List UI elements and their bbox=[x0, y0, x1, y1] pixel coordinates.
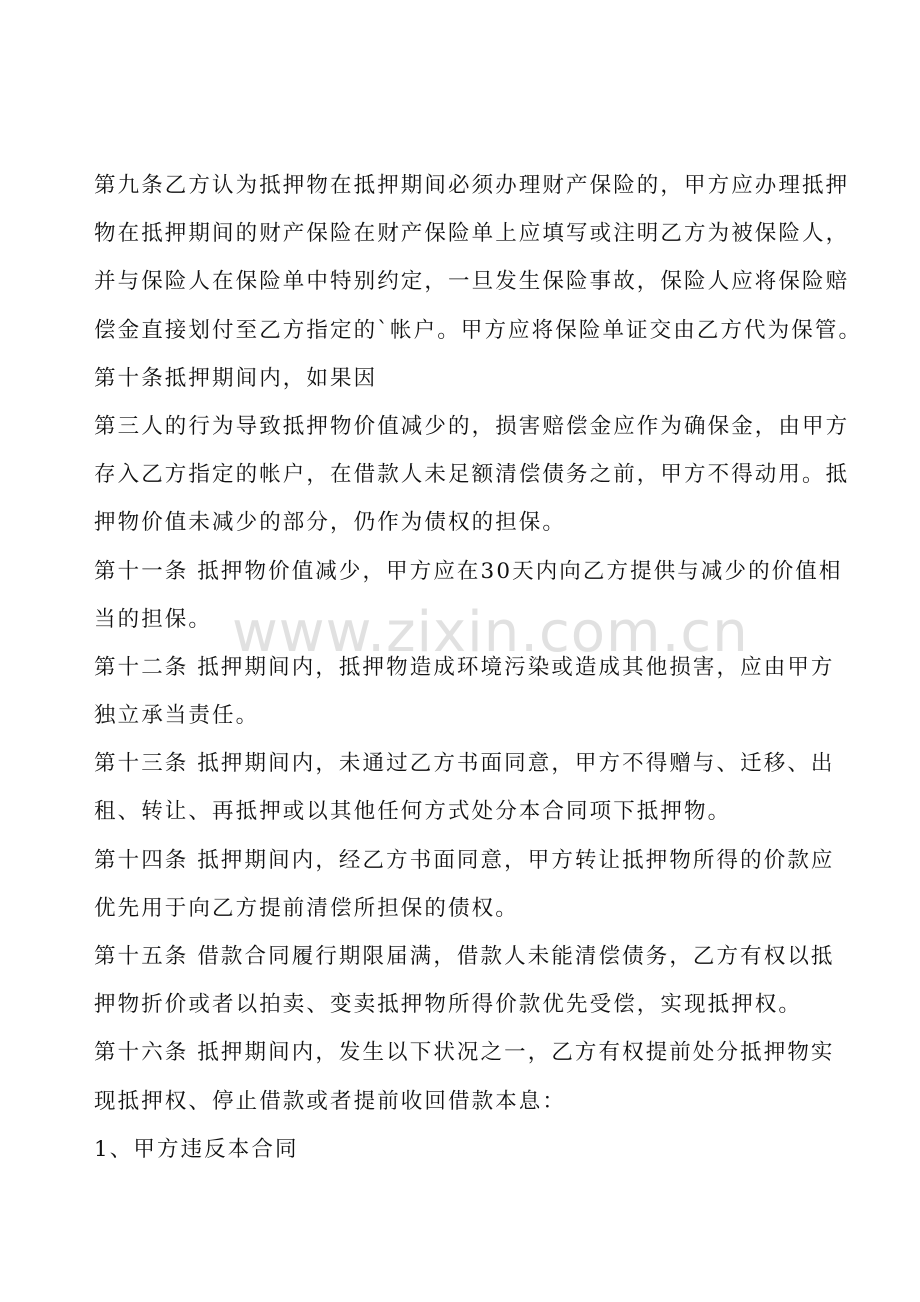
text-line: 第十一条 抵押物价值减少，甲方应在30天内向乙方提供与减少的价值相 bbox=[94, 558, 843, 584]
text-line: 当的担保。 bbox=[94, 606, 213, 632]
text-line: 现抵押权、停止借款或者提前收回借款本息： bbox=[94, 1088, 567, 1114]
text-line: 物在抵押期间的财产保险在财产保险单上应填写或注明乙方为被保险人， bbox=[94, 221, 850, 247]
text-line: 第九条乙方认为抵押物在抵押期间必须办理财产保险的，甲方应办理抵押 bbox=[94, 173, 850, 198]
text-line: 第十六条 抵押期间内，发生以下状况之一，乙方有权提前处分抵押物实 bbox=[94, 1040, 835, 1066]
text-line: 第三人的行为导致抵押物价值减少的，损害赔偿金应作为确保金，由甲方 bbox=[94, 413, 850, 439]
text-line: 第十三条 抵押期间内，未通过乙方书面同意，甲方不得赠与、迁移、出 bbox=[94, 751, 835, 777]
text-line: 押物价值未减少的部分，仍作为债权的担保。 bbox=[94, 510, 567, 536]
text-line: 偿金直接划付至乙方指定的`帐户。甲方应将保险单证交由乙方代为保管。 bbox=[94, 317, 863, 343]
text-line: 第十五条 借款合同履行期限届满，借款人未能清偿债务，乙方有权以抵 bbox=[94, 944, 835, 969]
text-line: 租、转让、再抵押或以其他任何方式处分本合同项下抵押物。 bbox=[94, 799, 732, 825]
text-line: 优先用于向乙方提前清偿所担保的债权。 bbox=[94, 895, 519, 921]
text-line: 第十条抵押期间内，如果因 bbox=[94, 365, 378, 391]
text-line: 并与保险人在保险单中特别约定，一旦发生保险事故，保险人应将保险赔 bbox=[94, 269, 850, 295]
text-line: 押物折价或者以拍卖、变卖抵押物所得价款优先受偿，实现抵押权。 bbox=[94, 992, 803, 1018]
text-line: 第十四条 抵押期间内，经乙方书面同意，甲方转让抵押物所得的价款应 bbox=[94, 847, 835, 873]
text-line: 独立承当责任。 bbox=[94, 703, 260, 729]
text-line: 第十二条 抵押期间内，抵押物造成环境污染或造成其他损害，应由甲方 bbox=[94, 654, 835, 680]
watermark: www.zixin.com.cn bbox=[232, 600, 749, 665]
text-line: 1、甲方违反本合同 bbox=[94, 1136, 299, 1162]
text-line: 存入乙方指定的帐户，在借款人未足额清偿债务之前，甲方不得动用。抵 bbox=[94, 462, 850, 488]
document-body bbox=[94, 162, 863, 1174]
